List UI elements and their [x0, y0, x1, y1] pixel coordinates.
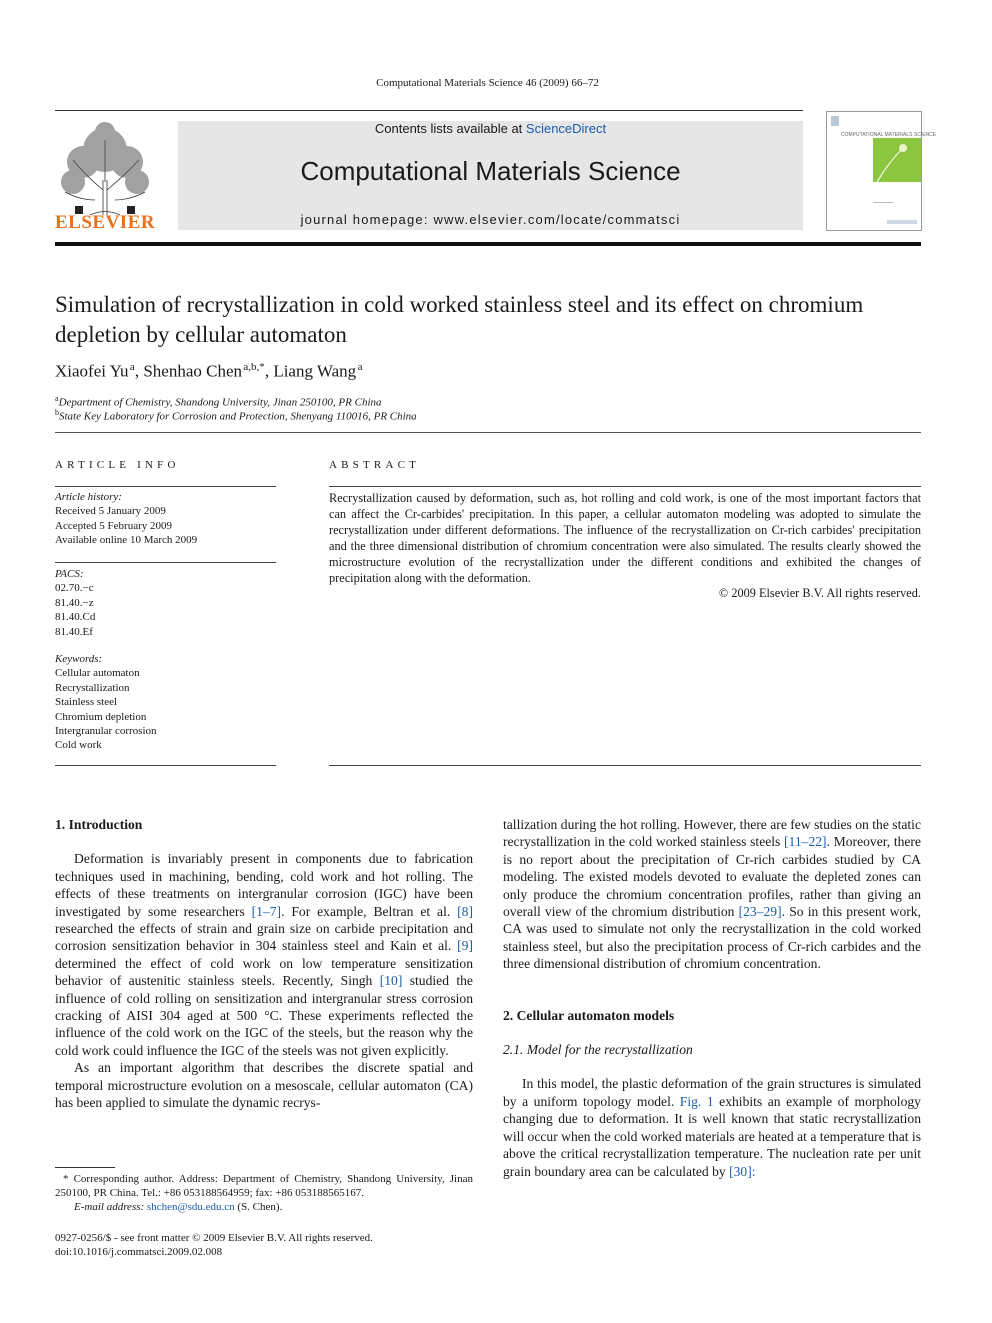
body-right-column: [503, 816, 921, 1180]
footnote-line: * Corresponding author. Address: Department of Chemistry, Shandong University, Jinan 250100, PR China. Tel.: +86 053188564959; fax: +86 053188565167.: [55, 1173, 473, 1199]
abstract-copyright: © 2009 Elsevier B.V. All rights reserved.: [718, 586, 921, 600]
contents-line: [178, 121, 803, 136]
pacs-item: 81.40.−z: [55, 596, 94, 609]
keyword-item: Cellular automaton: [55, 667, 140, 680]
abstract-rule-top: [329, 486, 921, 487]
author-sup: a: [357, 361, 363, 373]
homepage-prefix: journal homepage:: [300, 212, 434, 227]
abstract-heading: ABSTRACT: [329, 459, 421, 471]
article-info-heading: ARTICLE INFO: [55, 459, 180, 471]
affiliation-sup: a: [55, 394, 59, 403]
text-run: . Moreover, there is no report about the precipitation of Cr-rich carbides studied by CA modeling. The existed models devoted to evaluate the depleted zones can only produce the chromium concentration profiles, rather than giving an overall view of the chromium distribution: [503, 834, 921, 920]
keywords-rule: [55, 765, 276, 766]
text-run: researched the effects of strain and grain size on carbide precipitation and corrosion sensitization behavior in 304 stainless steel and Kain et al.: [55, 921, 473, 954]
pacs-item: 81.40.Ef: [55, 625, 93, 638]
journal-reference: Computational Materials Science 46 (2009) 66–72: [376, 77, 599, 89]
author-name[interactable]: Shenhao Chen: [143, 361, 242, 381]
keyword-item: Stainless steel: [55, 696, 118, 709]
figure-link[interactable]: Fig. 1: [679, 1093, 714, 1109]
email-suffix: (S. Chen).: [234, 1201, 283, 1213]
paper-title: Simulation of recrystallization in cold worked stainless steel and its effect on chromium depletion by cellular automaton: [55, 292, 864, 347]
text-run: Deformation is invariably present in components due to fabrication techniques used in machining, bending, cold work and hot rolling. The effects of these treatments on intergranular corrosion (IGC) have been investigated by some researchers: [55, 851, 473, 919]
pacs-item: 02.70.−c: [55, 582, 94, 595]
subsection-heading: 2.1. Model for the recrystallization: [503, 1042, 693, 1058]
affiliation-sup: b: [55, 408, 59, 417]
citation-link[interactable]: [10]: [379, 973, 403, 989]
keyword-item: Recrystallization: [55, 681, 130, 694]
article-info-rule: [55, 486, 276, 487]
doi-line[interactable]: doi:10.1016/j.commatsci.2009.02.008: [55, 1246, 223, 1258]
article-history: [55, 490, 197, 548]
email-label: E-mail address:: [74, 1201, 147, 1213]
affiliation-text: Department of Chemistry, Shandong University, Jinan 250100, PR China: [58, 396, 382, 409]
text-run: studied the influence of cold rolling on sensitization and intergranular stress corrosion cracking of AISI 304 aged at 500 °C. These experiments reflected the influence of the cold work on the IGC of the steels, but the reason why the cold work could influence the IGC of the steels was not given explicitly.: [55, 973, 473, 1058]
keywords-list: [55, 652, 157, 753]
author-sup: a: [129, 361, 135, 373]
pacs-label: PACS:: [55, 568, 84, 580]
model-paragraph: [503, 1075, 921, 1179]
author-name[interactable]: Xiaofei Yu: [55, 361, 129, 381]
history-item: Accepted 5 February 2009: [55, 519, 172, 532]
keywords-label: Keywords:: [55, 653, 103, 665]
journal-title: Computational Materials Science: [300, 156, 681, 186]
citation-link[interactable]: [1–7]: [251, 903, 282, 919]
text-run: In this model, the plastic deformation of the grain structures is simulated by a uniform topology model.: [503, 1076, 921, 1109]
citation-link[interactable]: [23–29]: [738, 904, 782, 920]
journal-cover-thumbnail: [826, 111, 937, 231]
email-link[interactable]: shchen@sdu.edu.cn: [146, 1201, 235, 1213]
header-rule-top: [55, 110, 803, 111]
intro-paragraph-1: [55, 850, 473, 1059]
issn-line: 0927-0256/$ - see front matter © 2009 Elsevier B.V. All rights reserved.: [55, 1232, 373, 1244]
cover-title: COMPUTATIONAL MATERIALS SCIENCE: [841, 132, 937, 138]
keyword-item: Cold work: [55, 739, 102, 752]
text-run: . For example, Beltran et al.: [281, 903, 458, 919]
keyword-item: Chromium depletion: [55, 710, 147, 723]
text-run: determined the effect of cold work on low temperature sensitization behavior of austenitic stainless steels. Recently, Singh: [55, 955, 473, 989]
affiliation-text: State Key Laboratory for Corrosion and Protection, Shenyang 110016, PR China: [59, 410, 417, 423]
pacs-item: 81.40.Cd: [55, 611, 96, 624]
pacs-list: [55, 567, 95, 639]
homepage-url[interactable]: www.elsevier.com/locate/commatsci: [433, 212, 681, 227]
intro-paragraph-2-cont: [503, 816, 921, 973]
header-rule-thick: [55, 242, 921, 246]
intro-paragraph-2: As an important algorithm that describes the discrete spatial and temporal microstructure evolution on a mesoscale, cellular automaton (CA) has been applied to simulate the dynamic recrys-: [55, 1060, 473, 1111]
history-item: Received 5 January 2009: [55, 505, 166, 518]
text-run: exhibits an example of morphology changing due to deformation. It is well known that static recrystallization will occur when the cold worked materials are heated at a temperature that is above the critical recrystallization temperature. The nucleation rate per unit grain boundary area can be calculated by: [503, 1093, 921, 1179]
history-label: Article history:: [55, 491, 122, 503]
citation-link[interactable]: [9]: [457, 938, 473, 954]
affiliation-b: [55, 408, 417, 423]
journal-homepage: [178, 212, 803, 227]
citation-link[interactable]: [8]: [457, 903, 473, 919]
text-run: . So in this present work, CA was used to simulate not only the recrystallization in the cold worked stainless steel, but also the precipitation process of Cr-rich carbides and the three dimensional distribution of chromium concentration.: [503, 904, 921, 972]
elsevier-wordmark: ELSEVIER: [55, 212, 156, 233]
author-sup: a,b,*: [243, 361, 265, 373]
citation-link[interactable]: [11–22]: [784, 834, 827, 850]
author-name[interactable]: Liang Wang: [273, 361, 357, 381]
citation-link[interactable]: [30]:: [729, 1163, 756, 1179]
body-left-column: [55, 816, 473, 1112]
abstract-rule-bottom: [329, 765, 921, 766]
section-heading: 2. Cellular automaton models: [503, 1007, 675, 1023]
abstract-text: Recrystallization caused by deformation, such as, hot rolling and cold work, is one of the most important factors that can affect the Cr-carbides' precipitation. In this paper, a cellular automaton modeling was adopted to simulate the recrystallization under different deformations. The influence of the recrystallization on Cr-rich carbides' precipitation and the three dimensional distribution of chromium concentration were also simulated. The results clearly showed the microstructure evolution of the recrystallization under the different conditions and exhibited the changes of precipitation along with the deformation.: [329, 491, 921, 585]
sciencedirect-link[interactable]: ScienceDirect: [525, 121, 607, 136]
history-item: Available online 10 March 2009: [55, 534, 198, 547]
footnote-rule: [55, 1167, 115, 1168]
front-matter: [55, 1231, 373, 1259]
contents-prefix: Contents lists available at: [374, 121, 526, 136]
author-list: Xiaofei Yu $^a$, Shenhao Chen $^{a,b,*}$, Liang Wang $^a$: [55, 361, 363, 381]
keyword-item: Intergranular corrosion: [55, 725, 157, 738]
section-heading: 1. Introduction: [55, 817, 143, 832]
affiliation-a: [55, 394, 382, 409]
footnote-email-line: [55, 1200, 473, 1214]
text-run: tallization during the hot rolling. However, there are few studies on the static recrystallization in the cold worked stainless steels: [503, 817, 921, 850]
corresponding-author-footnote: [55, 1172, 473, 1214]
cover-art: [827, 112, 937, 230]
affiliation-rule: [55, 432, 921, 433]
pacs-rule: [55, 562, 276, 563]
